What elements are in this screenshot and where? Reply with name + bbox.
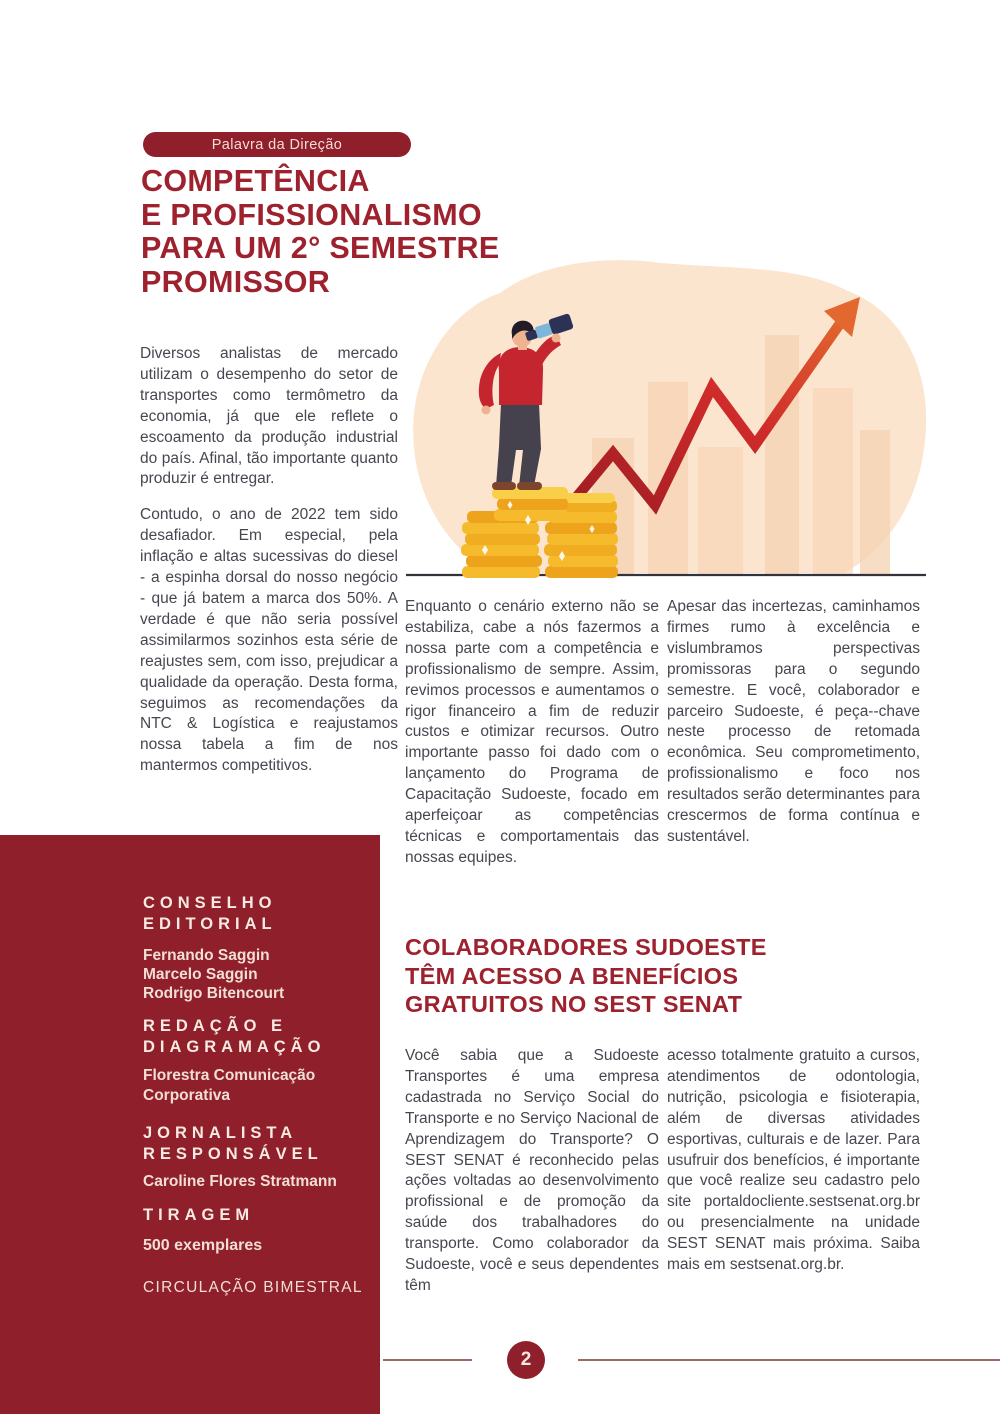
editorial-name: Fernando Saggin <box>143 947 270 964</box>
article1-title-line2: E PROFISSIONALISMO <box>141 197 482 232</box>
man-shoe-left <box>492 482 516 490</box>
man-shoe-right <box>517 482 542 490</box>
article2-column-2 <box>667 1046 920 1291</box>
article1-paragraph-1: Diversos analistas de mercado utilizam o desempenho do setor de transportes como termômetro da economia, já que ele reflete o escoamento da produção industrial do país. Afinal, tão importante quanto produzir é entregar. <box>140 345 398 488</box>
editorial-heading-conselho: CONSELHO EDITORIAL <box>143 894 277 933</box>
editorial-panel <box>0 835 380 1414</box>
section-badge-label: Palavra da Direção <box>211 136 343 153</box>
article1-title-line4: PROMISSOR <box>141 264 331 299</box>
article2-title-line2: TÊM ACESSO A BENEFÍCIOS <box>405 962 739 989</box>
footer-divider-left <box>383 1359 472 1361</box>
article1-column-1 <box>140 344 398 792</box>
article1-paragraph-3: Enquanto o cenário externo não se estabiliza, cabe a nós fazermos a nossa parte com a competência e profissionalismo de sempre. Assim, revimos processos e aumentamos o rigor financeiro a fim de reduzir custos e otimizar recursos. Outro importante passo foi dado com o lançamento do Programa de Capacitação Sudoeste, focado em aperfeiçoar as competências técnicas e comportamentais das nossas equipes. <box>405 598 659 866</box>
editorial-jornalista-credit: Caroline Flores Stratmann <box>143 1173 337 1190</box>
page-number: 2 <box>520 1349 532 1370</box>
editorial-heading-jornalista: JORNALISTA RESPONSÁVEL <box>143 1124 323 1163</box>
editorial-heading-redacao: REDAÇÃO E DIAGRAMAÇÃO <box>143 1017 326 1056</box>
editorial-tiragem-value: 500 exemplares <box>143 1237 263 1254</box>
man-left-hand <box>482 406 491 415</box>
article2-title <box>405 933 767 1019</box>
section-badge <box>143 132 411 157</box>
editorial-redacao-credit: Florestra Comunicação Corporativa <box>143 1067 316 1104</box>
article2-title-line3: GRATUITOS NO SEST SENAT <box>405 991 743 1017</box>
article1-column-2 <box>405 597 659 884</box>
editorial-conselho-names <box>143 947 368 1003</box>
article2-title-line1: COLABORADORES SUDOESTE <box>405 934 767 960</box>
article1-title-line1: COMPETÊNCIA <box>141 164 370 198</box>
page-number-badge <box>507 1341 545 1379</box>
article1-paragraph-4: Apesar das incertezas, caminhamos firmes rumo à excelência e vislumbramos perspectivas promissoras para o segundo semestre. E você, colaborador e parceiro Sudoeste, é peça--chave neste processo de retomada econômica. Seu comprometimento, profissionalismo e foco nos resultados serão determinantes para crescermos de forma contínua e sustentável. <box>667 598 920 845</box>
growth-illustration <box>400 253 932 585</box>
editorial-name: Marcelo Saggin <box>143 965 258 983</box>
article2-paragraph-2: acesso totalmente gratuito a cursos, atendimentos de odontologia, nutrição, psicologia e fisioterapia, além de diversas atividades esportivas, culturais e de lazer. Para usufruir dos benefícios, é importante que você realize seu cadastro pelo site portaldocliente.sestsenat.org.br ou presencialmente na unidade SEST SENAT mais próxima. Saiba mais em sestsenat.org.br. <box>667 1047 920 1274</box>
article2-paragraph-1: Você sabia que a Sudoeste Transportes é uma empresa cadastrada no Serviço Social do Transporte e no Serviço Nacional de Aprendizagem do Transporte? O SEST SENAT é reconhecido pelas ações voltadas ao desenvolvimento profissional e de promoção da saúde dos trabalhadores do transporte. Como colaborador da Sudoeste, você e seus dependentes têm <box>405 1047 659 1294</box>
footer-divider-right <box>578 1359 1000 1361</box>
editorial-name: Rodrigo Bitencourt <box>143 984 285 1002</box>
editorial-circulation-note: CIRCULAÇÃO BIMESTRAL <box>143 1279 363 1296</box>
man-right-hand <box>552 334 561 343</box>
editorial-heading-tiragem: TIRAGEM <box>143 1206 255 1224</box>
article1-column-3 <box>667 597 920 863</box>
article1-title-line3: PARA UM 2° SEMESTRE <box>141 231 500 265</box>
article2-column-1 <box>405 1046 659 1312</box>
article1-paragraph-2: Contudo, o ano de 2022 tem sido desafiador. Em especial, pela inflação e altas sucessivas do diesel - a espinha dorsal do nosso negócio - que já batem a marca dos 50%. A verdade é que não seria possível assimilarmos sozinhos esta série de reajustes sem, com isso, prejudicar a qualidade da operação. Desta forma, seguimos as recomendações da NTC & Logística e reajustamos nossa tabela a fim de nos mantermos competitivos. <box>140 506 398 775</box>
